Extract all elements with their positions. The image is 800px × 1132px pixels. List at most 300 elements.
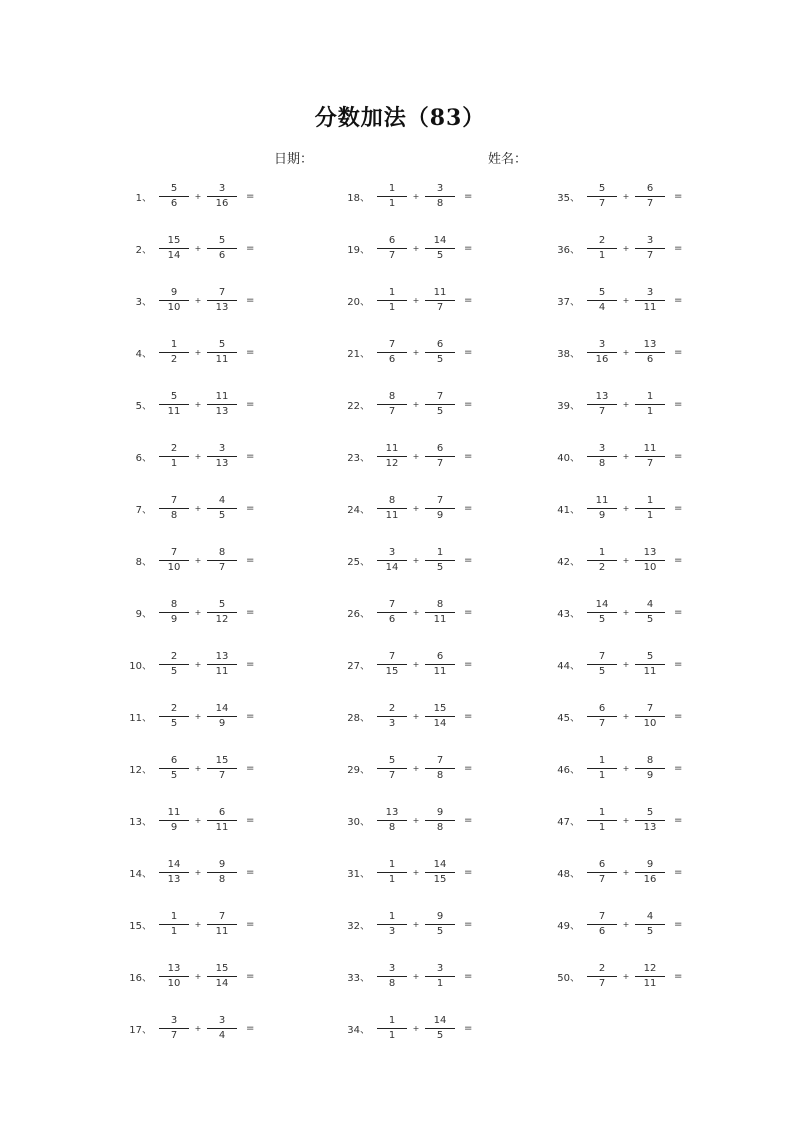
denominator: 2 [170, 353, 178, 365]
problem-number: 20、 [347, 296, 370, 308]
fraction-bar [159, 612, 189, 613]
plus-sign: + [622, 451, 630, 461]
equals-sign: = [674, 294, 683, 306]
fraction [159, 703, 189, 730]
problem-row [540, 430, 740, 482]
denominator: 5 [170, 665, 178, 677]
fraction-bar [377, 508, 407, 509]
problem-number: 19、 [347, 244, 370, 256]
fraction-bar [207, 612, 237, 613]
denominator: 11 [215, 665, 229, 677]
fraction [425, 651, 455, 678]
problem-row [540, 638, 740, 690]
problem-number: 3、 [135, 296, 152, 308]
fraction-bar [587, 924, 617, 925]
problem-number: 48、 [557, 868, 580, 880]
denominator: 14 [385, 561, 399, 573]
equals-sign: = [464, 294, 473, 306]
fraction-bar [635, 612, 665, 613]
problem-number: 5、 [135, 400, 152, 412]
fraction-bar [635, 404, 665, 405]
problem-row [112, 690, 312, 742]
equals-sign: = [464, 970, 473, 982]
plus-sign: + [412, 191, 420, 201]
fraction [587, 287, 617, 314]
problem-number: 7、 [135, 504, 152, 516]
fraction-bar [377, 196, 407, 197]
equals-sign: = [246, 866, 255, 878]
fraction-bar [159, 768, 189, 769]
fraction [587, 651, 617, 678]
numerator: 7 [388, 598, 396, 610]
equals-sign: = [246, 710, 255, 722]
denominator: 1 [598, 821, 606, 833]
problem-row [112, 430, 312, 482]
numerator: 14 [167, 858, 181, 870]
equals-sign: = [674, 814, 683, 826]
numerator: 3 [646, 234, 654, 246]
numerator: 3 [388, 546, 396, 558]
equals-sign: = [464, 242, 473, 254]
fraction [425, 859, 455, 886]
numerator: 8 [436, 598, 444, 610]
fraction-bar [377, 1028, 407, 1029]
denominator: 5 [436, 561, 444, 573]
fraction [377, 1015, 407, 1042]
fraction [635, 599, 665, 626]
problem-row [540, 222, 740, 274]
numerator: 7 [218, 910, 226, 922]
denominator: 7 [598, 405, 606, 417]
fraction-bar [425, 300, 455, 301]
fraction [587, 547, 617, 574]
fraction [587, 599, 617, 626]
fraction-bar [425, 924, 455, 925]
denominator: 13 [215, 301, 229, 313]
problem-row [112, 898, 312, 950]
numerator: 4 [646, 910, 654, 922]
equals-sign: = [464, 190, 473, 202]
plus-sign: + [194, 711, 202, 721]
plus-sign: + [412, 971, 420, 981]
fraction-bar [635, 820, 665, 821]
equals-sign: = [246, 450, 255, 462]
problem-row [330, 742, 530, 794]
problem-number: 10、 [129, 660, 152, 672]
denominator: 7 [598, 717, 606, 729]
equals-sign: = [246, 190, 255, 202]
fraction [587, 443, 617, 470]
fraction-bar [635, 352, 665, 353]
numerator: 1 [646, 494, 654, 506]
fraction-bar [587, 196, 617, 197]
fraction [377, 911, 407, 938]
fraction [587, 235, 617, 262]
fraction-bar [587, 820, 617, 821]
numerator: 14 [433, 1014, 447, 1026]
fraction-bar [587, 300, 617, 301]
plus-sign: + [194, 607, 202, 617]
fraction-bar [159, 456, 189, 457]
problem-row [330, 534, 530, 586]
fraction-bar [207, 820, 237, 821]
equals-sign: = [464, 1022, 473, 1034]
problem-row [112, 794, 312, 846]
denominator: 5 [598, 613, 606, 625]
problem-column-2 [330, 170, 530, 1054]
problem-row [540, 950, 740, 1002]
fraction-bar [635, 508, 665, 509]
numerator: 2 [170, 650, 178, 662]
denominator: 7 [646, 249, 654, 261]
equals-sign: = [246, 606, 255, 618]
fraction [587, 339, 617, 366]
denominator: 8 [388, 821, 396, 833]
plus-sign: + [412, 815, 420, 825]
name-label: 姓名： [488, 152, 528, 167]
fraction [425, 1015, 455, 1042]
problem-row [540, 690, 740, 742]
denominator: 12 [215, 613, 229, 625]
fraction [425, 807, 455, 834]
fraction [207, 963, 237, 990]
denominator: 12 [385, 457, 399, 469]
problem-row [112, 170, 312, 222]
denominator: 8 [436, 769, 444, 781]
plus-sign: + [622, 399, 630, 409]
numerator: 1 [598, 806, 606, 818]
denominator: 4 [218, 1029, 226, 1041]
numerator: 15 [433, 702, 447, 714]
numerator: 8 [218, 546, 226, 558]
fraction [587, 963, 617, 990]
plus-sign: + [194, 399, 202, 409]
numerator: 1 [598, 546, 606, 558]
problem-number: 27、 [347, 660, 370, 672]
fraction-bar [425, 716, 455, 717]
denominator: 11 [433, 613, 447, 625]
fraction [635, 183, 665, 210]
denominator: 7 [170, 1029, 178, 1041]
fraction [425, 599, 455, 626]
equals-sign: = [246, 918, 255, 930]
denominator: 5 [646, 925, 654, 937]
problem-number: 45、 [557, 712, 580, 724]
denominator: 5 [170, 717, 178, 729]
plus-sign: + [194, 191, 202, 201]
plus-sign: + [412, 607, 420, 617]
numerator: 5 [598, 286, 606, 298]
fraction-bar [159, 924, 189, 925]
denominator: 1 [598, 249, 606, 261]
problem-row [540, 846, 740, 898]
fraction-bar [635, 872, 665, 873]
equals-sign: = [246, 970, 255, 982]
numerator: 11 [595, 494, 609, 506]
fraction-bar [425, 560, 455, 561]
numerator: 14 [595, 598, 609, 610]
fraction-bar [425, 872, 455, 873]
equals-sign: = [674, 502, 683, 514]
plus-sign: + [622, 815, 630, 825]
fraction [587, 807, 617, 834]
problem-row [330, 846, 530, 898]
fraction-bar [207, 456, 237, 457]
numerator: 3 [436, 962, 444, 974]
fraction-bar [635, 196, 665, 197]
problem-row [330, 326, 530, 378]
denominator: 11 [215, 821, 229, 833]
numerator: 6 [170, 754, 178, 766]
denominator: 6 [388, 353, 396, 365]
denominator: 8 [218, 873, 226, 885]
numerator: 9 [170, 286, 178, 298]
denominator: 11 [643, 301, 657, 313]
numerator: 5 [218, 338, 226, 350]
denominator: 15 [385, 665, 399, 677]
fraction [635, 443, 665, 470]
numerator: 14 [215, 702, 229, 714]
numerator: 7 [170, 546, 178, 558]
problem-column-1 [112, 170, 312, 1054]
fraction [207, 859, 237, 886]
denominator: 6 [170, 197, 178, 209]
equals-sign: = [674, 762, 683, 774]
fraction [377, 807, 407, 834]
numerator: 1 [598, 754, 606, 766]
denominator: 15 [433, 873, 447, 885]
problem-row [330, 898, 530, 950]
denominator: 10 [167, 301, 181, 313]
equals-sign: = [246, 502, 255, 514]
problem-number: 32、 [347, 920, 370, 932]
plus-sign: + [412, 919, 420, 929]
fraction [377, 755, 407, 782]
fraction-bar [159, 716, 189, 717]
equals-sign: = [464, 554, 473, 566]
plus-sign: + [194, 555, 202, 565]
denominator: 8 [436, 197, 444, 209]
plus-sign: + [412, 1023, 420, 1033]
fraction-bar [425, 196, 455, 197]
fraction [635, 911, 665, 938]
equals-sign: = [464, 918, 473, 930]
fraction-bar [635, 924, 665, 925]
fraction-bar [377, 820, 407, 821]
numerator: 14 [433, 858, 447, 870]
equals-sign: = [246, 814, 255, 826]
fraction [159, 651, 189, 678]
denominator: 1 [388, 301, 396, 313]
equals-sign: = [246, 242, 255, 254]
problem-row [330, 638, 530, 690]
denominator: 13 [643, 821, 657, 833]
problem-row [330, 378, 530, 430]
denominator: 13 [215, 457, 229, 469]
fraction-bar [587, 456, 617, 457]
fraction [159, 391, 189, 418]
fraction-bar [635, 560, 665, 561]
fraction-bar [377, 924, 407, 925]
problem-row [112, 534, 312, 586]
plus-sign: + [412, 711, 420, 721]
equals-sign: = [464, 814, 473, 826]
fraction [159, 963, 189, 990]
numerator: 9 [436, 806, 444, 818]
fraction [207, 807, 237, 834]
plus-sign: + [194, 919, 202, 929]
plus-sign: + [194, 867, 202, 877]
denominator: 7 [598, 197, 606, 209]
fraction [207, 339, 237, 366]
problem-number: 25、 [347, 556, 370, 568]
equals-sign: = [464, 710, 473, 722]
problem-row [112, 742, 312, 794]
fraction [587, 859, 617, 886]
problem-row [330, 794, 530, 846]
problem-row [330, 430, 530, 482]
fraction-bar [159, 976, 189, 977]
fraction-bar [635, 768, 665, 769]
problem-row [112, 1002, 312, 1054]
denominator: 1 [646, 405, 654, 417]
fraction [377, 391, 407, 418]
problem-number: 2、 [135, 244, 152, 256]
fraction-bar [425, 248, 455, 249]
equals-sign: = [674, 450, 683, 462]
problem-row [540, 534, 740, 586]
fraction [159, 443, 189, 470]
numerator: 5 [646, 806, 654, 818]
fraction-bar [377, 872, 407, 873]
denominator: 14 [433, 717, 447, 729]
fraction-bar [377, 612, 407, 613]
fraction-bar [425, 664, 455, 665]
equals-sign: = [674, 606, 683, 618]
problem-row [330, 586, 530, 638]
fraction-bar [587, 404, 617, 405]
plus-sign: + [412, 243, 420, 253]
denominator: 7 [218, 561, 226, 573]
plus-sign: + [412, 503, 420, 513]
equals-sign: = [464, 606, 473, 618]
numerator: 13 [643, 338, 657, 350]
numerator: 5 [646, 650, 654, 662]
numerator: 13 [643, 546, 657, 558]
denominator: 11 [167, 405, 181, 417]
problem-number: 29、 [347, 764, 370, 776]
fraction [159, 339, 189, 366]
numerator: 1 [170, 910, 178, 922]
equals-sign: = [464, 346, 473, 358]
problem-row [330, 950, 530, 1002]
numerator: 5 [170, 182, 178, 194]
fraction [635, 287, 665, 314]
equals-sign: = [674, 970, 683, 982]
fraction [159, 183, 189, 210]
fraction [207, 235, 237, 262]
problem-number: 44、 [557, 660, 580, 672]
equals-sign: = [674, 866, 683, 878]
problem-row [112, 638, 312, 690]
denominator: 9 [170, 613, 178, 625]
problem-number: 34、 [347, 1024, 370, 1036]
numerator: 6 [436, 650, 444, 662]
numerator: 6 [598, 702, 606, 714]
fraction-bar [425, 456, 455, 457]
fraction-bar [159, 404, 189, 405]
plus-sign: + [194, 815, 202, 825]
problem-number: 15、 [129, 920, 152, 932]
denominator: 11 [433, 665, 447, 677]
problem-number: 50、 [557, 972, 580, 984]
numerator: 1 [646, 390, 654, 402]
equals-sign: = [464, 658, 473, 670]
fraction [207, 911, 237, 938]
fraction [207, 755, 237, 782]
denominator: 9 [598, 509, 606, 521]
fraction-bar [207, 196, 237, 197]
fraction-bar [377, 352, 407, 353]
fraction-bar [159, 300, 189, 301]
numerator: 4 [218, 494, 226, 506]
equals-sign: = [246, 398, 255, 410]
fraction [159, 755, 189, 782]
fraction-bar [159, 664, 189, 665]
denominator: 7 [646, 457, 654, 469]
plus-sign: + [622, 711, 630, 721]
numerator: 7 [436, 494, 444, 506]
numerator: 5 [170, 390, 178, 402]
fraction-bar [425, 404, 455, 405]
numerator: 5 [388, 754, 396, 766]
numerator: 7 [388, 338, 396, 350]
plus-sign: + [194, 763, 202, 773]
fraction [635, 339, 665, 366]
fraction-bar [425, 768, 455, 769]
numerator: 7 [598, 650, 606, 662]
numerator: 1 [388, 858, 396, 870]
denominator: 13 [215, 405, 229, 417]
problem-number: 30、 [347, 816, 370, 828]
date-label: 日期： [274, 152, 314, 167]
denominator: 5 [218, 509, 226, 521]
fraction-bar [159, 560, 189, 561]
denominator: 1 [388, 197, 396, 209]
fraction [159, 1015, 189, 1042]
problem-row [330, 1002, 530, 1054]
fraction-bar [377, 716, 407, 717]
fraction-bar [587, 716, 617, 717]
fraction [159, 235, 189, 262]
fraction-bar [159, 508, 189, 509]
fraction [377, 859, 407, 886]
fraction [425, 339, 455, 366]
fraction-bar [207, 508, 237, 509]
plus-sign: + [194, 1023, 202, 1033]
numerator: 1 [388, 910, 396, 922]
plus-sign: + [622, 607, 630, 617]
fraction [159, 807, 189, 834]
fraction-bar [635, 456, 665, 457]
denominator: 16 [643, 873, 657, 885]
equals-sign: = [464, 450, 473, 462]
numerator: 11 [167, 806, 181, 818]
numerator: 6 [436, 338, 444, 350]
problem-number: 33、 [347, 972, 370, 984]
numerator: 6 [436, 442, 444, 454]
fraction [635, 651, 665, 678]
